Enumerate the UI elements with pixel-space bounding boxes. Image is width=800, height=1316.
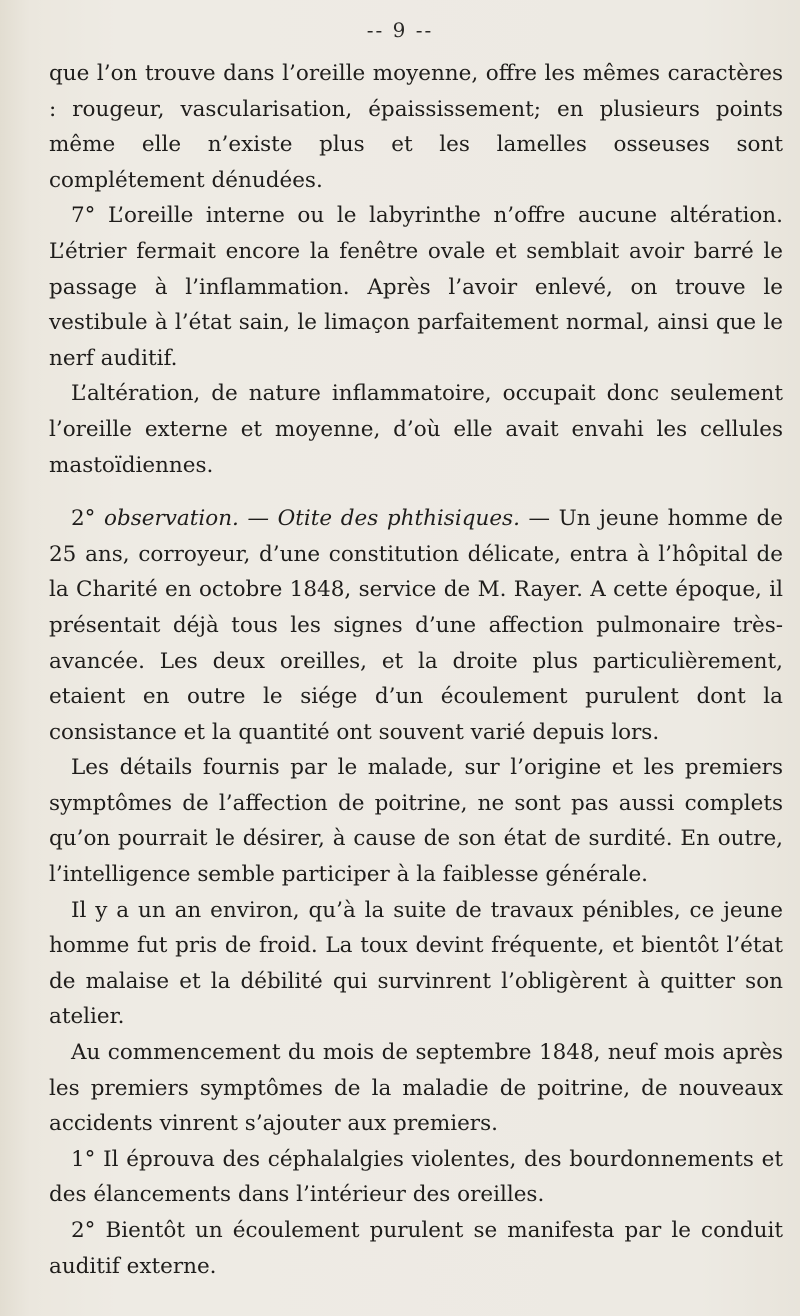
paragraph-continuation: que l’on trouve dans l’oreille moyenne, offre les mêmes caractères : rougeur, vascularisation, épaississement; en plusieurs points même elle n’existe plus et les lamelles osseuses sont complétement dénudées. <box>49 61 783 193</box>
paragraph-onset: Il y a un an environ, qu’à la suite de travaux pénibles, ce jeune homme fut pris de froid. La toux devint fréquente, et bientôt l’état de malaise et la débilité qui survinrent l’obligèrent à quitter son atelier. <box>49 897 783 1030</box>
page-number: -- 9 -- <box>366 18 434 42</box>
paragraph-symptom-one: 1° Il éprouva des céphalalgies violentes, des bourdonnements et des élancements dans l’intérieur des oreilles. <box>49 1146 783 1208</box>
paragraph-symptom-two: 2° Bientôt un écoulement purulent se manifesta par le conduit auditif externe. <box>49 1218 783 1279</box>
paragraph-patient-details: Les détails fournis par le malade, sur l’origine et les premiers symptômes de l’affection de poitrine, ne sont pas aussi complets qu’on pourrait le désirer, à cause de son état de surdité. En outre, l’intelligence semble participer à la faiblesse générale. <box>49 755 783 888</box>
body-text <box>49 56 783 1284</box>
observation-heading: observation. — Otite des phthisiques. <box>104 506 520 532</box>
paragraph-alteration-summary: L’altération, de nature inflammatoire, occupait donc seulement l’oreille externe et moyenne, d’où elle avait envahi les cellules mastoïdiennes. <box>49 381 783 478</box>
paragraph-september: Au commencement du mois de septembre 1848, neuf mois après les premiers symptômes de la maladie de poitrine, de nouveaux accidents vinrent s’ajouter aux premiers. <box>49 1040 783 1137</box>
observation-number: 2° <box>71 506 105 532</box>
paragraph-inner-ear: 7° L’oreille interne ou le labyrinthe n’offre aucune altération. L’étrier fermait encore la fenêtre ovale et semblait avoir barré le passage à l’inflammation. Après l’avoir enlevé, on trouve le vestibule à l’état sain, le limaçon parfaitement normal, ainsi que le nerf auditif. <box>49 203 783 371</box>
observation-text: — Un jeune homme de 25 ans, corroyeur, d’une constitution délicate, entra à l’hôpital de la Charité en octobre 1848, service de M. Rayer. A cette époque, il présentait déjà tous les signes d’une affection pulmonaire très-avancée. Les deux oreilles, et la droite plus particulièrement, etaient en outre le siége d’un écoulement purulent dont la consistance et la quantité ont souvent varié depuis lors. <box>49 506 784 745</box>
paragraph-second-observation <box>49 501 783 750</box>
